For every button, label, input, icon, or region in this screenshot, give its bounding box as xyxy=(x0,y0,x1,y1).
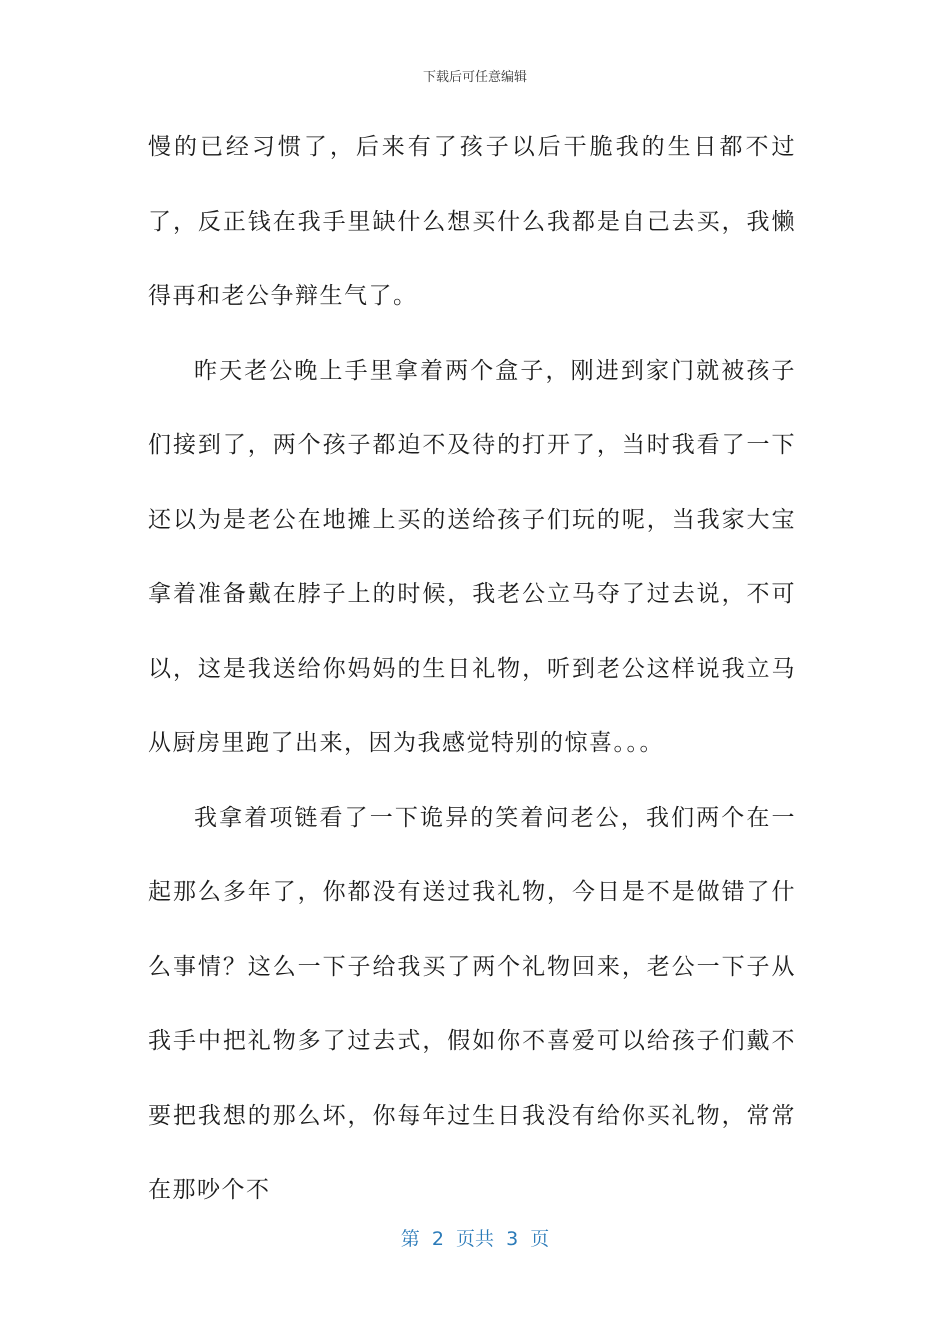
paragraph-continuation: 慢的已经习惯了，后来有了孩子以后干脆我的生日都不过了，反正钱在我手里缺什么想买什么我都是自己去买，我懒得再和老公争辩生气了。 xyxy=(148,134,796,309)
paragraph: 我拿着项链看了一下诡异的笑着问老公，我们两个在一起那么多年了，你都没有送过我礼物，今日是不是做错了什么事情？这么一下子给我买了两个礼物回来，老公一下子从我手中把礼物多了过去式，假如你不喜爱可以给孩子们戴不要把我想的那么坏，你每年过生日我没有给你买礼物，常常在那吵个不 xyxy=(148,804,796,1203)
page-header: 下载后可任意编辑 xyxy=(422,70,527,85)
page-number-footer: 第 2 页共 3 页 xyxy=(400,1228,550,1250)
paragraph: 昨天老公晚上手里拿着两个盒子，刚进到家门就被孩子们接到了，两个孩子都迫不及待的打开了，当时我看了一下还以为是老公在地摊上买的送给孩子们玩的呢，当我家大宝拿着准备戴在脖子上的时候，我老公立马夺了过去说，不可以，这是我送给你妈妈的生日礼物，听到老公这样说我立马从厨房里跑了出来，因为我感觉特别的惊喜。。。 xyxy=(148,357,796,756)
document-body xyxy=(148,110,796,1228)
